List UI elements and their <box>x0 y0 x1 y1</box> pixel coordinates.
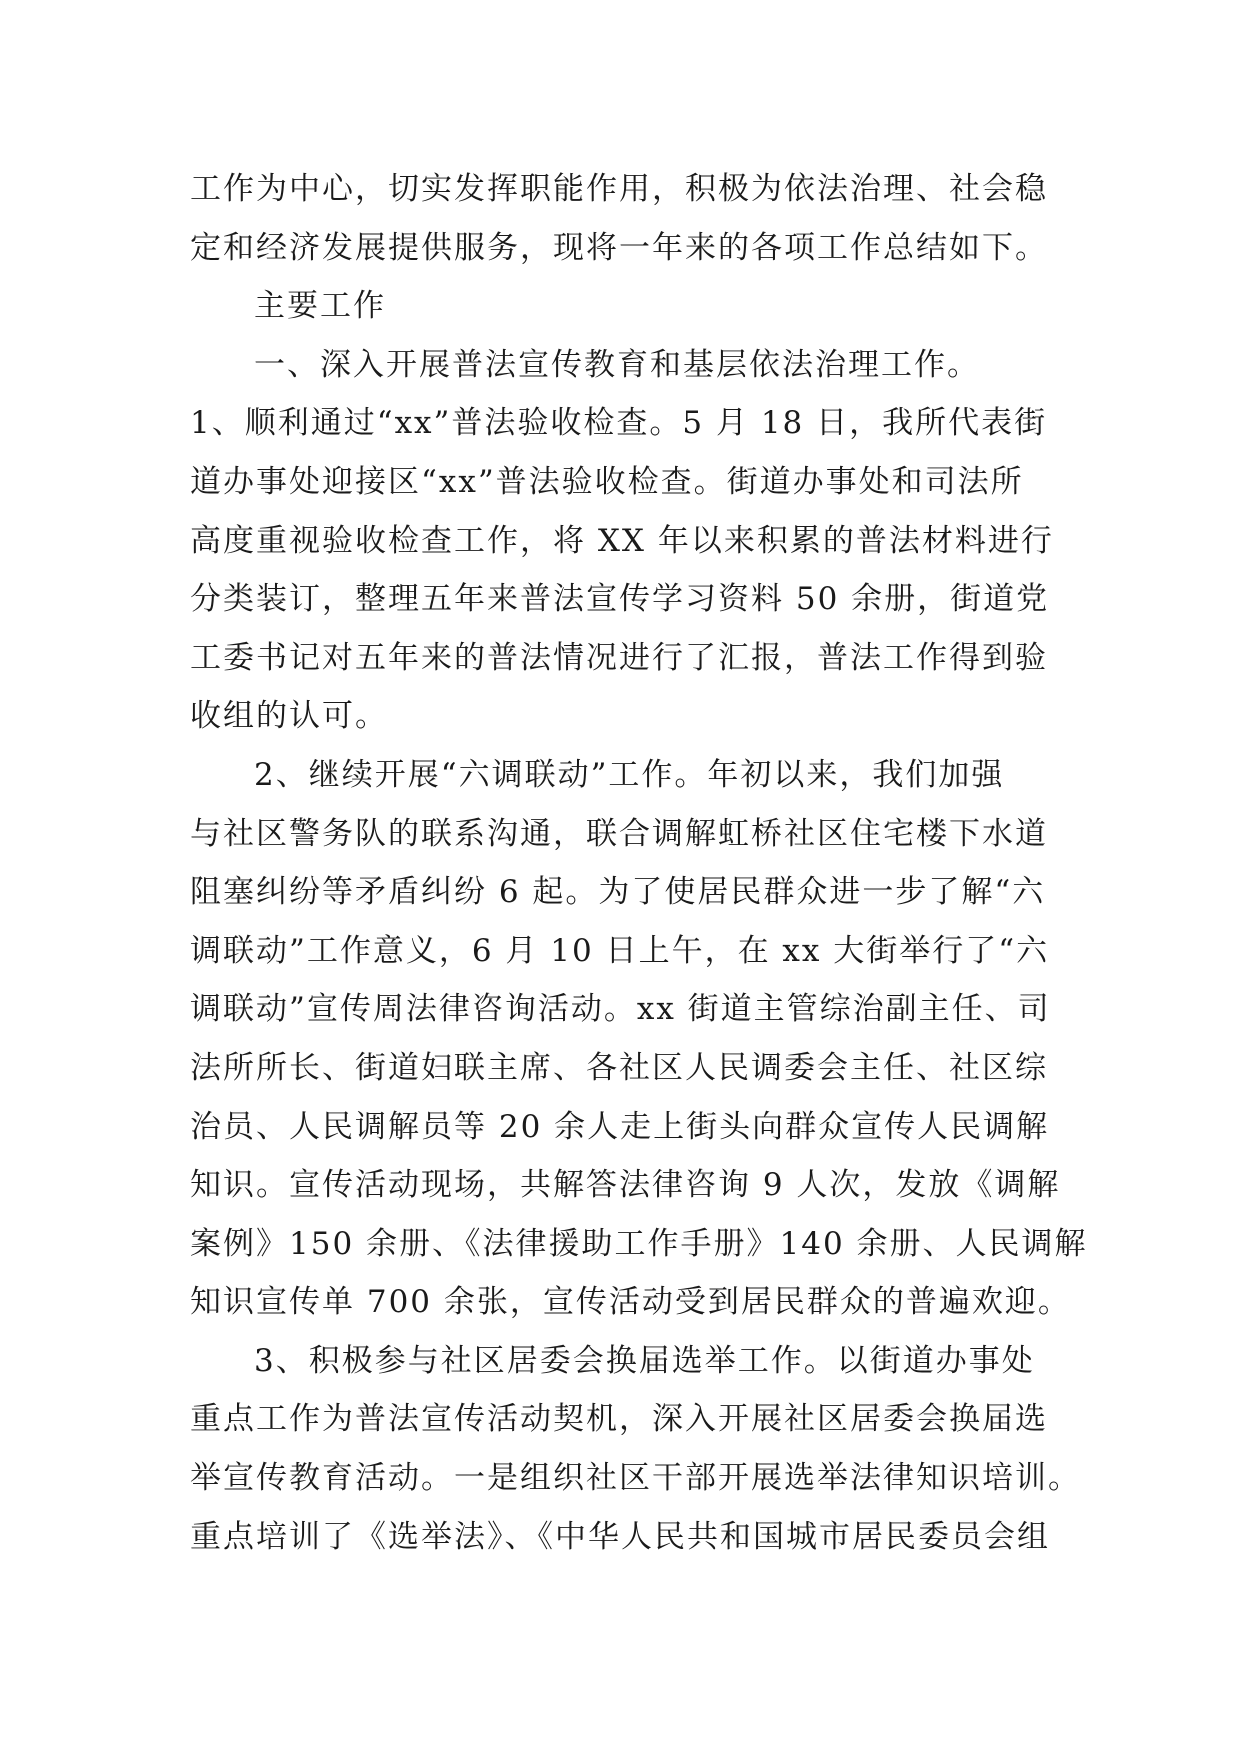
text-line: 重点培训了《选举法》、《中华人民共和国城市居民委员会组 <box>190 1518 1050 1555</box>
text-line: 知识。宣传活动现场，共解答法律咨询 9 人次，发放《调解 <box>190 1167 1061 1204</box>
text-line: 道办事处迎接区“xx”普法验收检查。街道办事处和司法所 <box>190 463 1024 500</box>
subsection-heading: 一、深入开展普法宣传教育和基层依法治理工作。 <box>254 346 980 383</box>
text-line: 法所所长、街道妇联主席、各社区人民调委会主任、社区综 <box>190 1049 1048 1086</box>
text-line: 收组的认可。 <box>190 698 388 735</box>
text-line: 知识宣传单 700 余张，宣传活动受到居民群众的普遍欢迎。 <box>190 1284 1071 1321</box>
section-heading: 主要工作 <box>254 288 386 325</box>
text-line: 3、积极参与社区居委会换届选举工作。以街道办事处 <box>254 1342 1035 1379</box>
text-line: 调联动”工作意义，6 月 10 日上午，在 xx 大街举行了“六 <box>190 932 1050 969</box>
text-line: 分类装订，整理五年来普法宣传学习资料 50 余册，街道党 <box>190 581 1050 618</box>
text-line: 工作为中心，切实发挥职能作用，积极为依法治理、社会稳 <box>190 171 1048 207</box>
text-line: 治员、人民调解员等 20 余人走上街头向群众宣传人民调解 <box>190 1108 1050 1145</box>
text-line: 阻塞纠纷等矛盾纠纷 6 起。为了使居民群众进一步了解“六 <box>190 874 1046 911</box>
text-line: 案例》150 余册、《法律援助工作手册》140 余册、人民调解 <box>190 1225 1088 1262</box>
text-line: 调联动”宣传周法律咨询活动。xx 街道主管综治副主任、司 <box>190 991 1051 1028</box>
document-body <box>190 160 1088 1566</box>
text-line: 举宣传教育活动。一是组织社区干部开展选举法律知识培训。 <box>190 1460 1081 1497</box>
text-line: 重点工作为普法宣传活动契机，深入开展社区居委会换届选 <box>190 1401 1048 1438</box>
text-line: 与社区警务队的联系沟通，联合调解虹桥社区住宅楼下水道 <box>190 815 1048 852</box>
text-line: 高度重视验收检查工作，将 XX 年以来积累的普法材料进行 <box>190 522 1054 559</box>
text-line: 2、继续开展“六调联动”工作。年初以来，我们加强 <box>254 756 1005 793</box>
text-line: 工委书记对五年来的普法情况进行了汇报，普法工作得到验 <box>190 639 1048 676</box>
text-line: 定和经济发展提供服务，现将一年来的各项工作总结如下。 <box>190 229 1048 266</box>
text-line: 1、顺利通过“xx”普法验收检查。5 月 18 日，我所代表街 <box>190 405 1048 442</box>
